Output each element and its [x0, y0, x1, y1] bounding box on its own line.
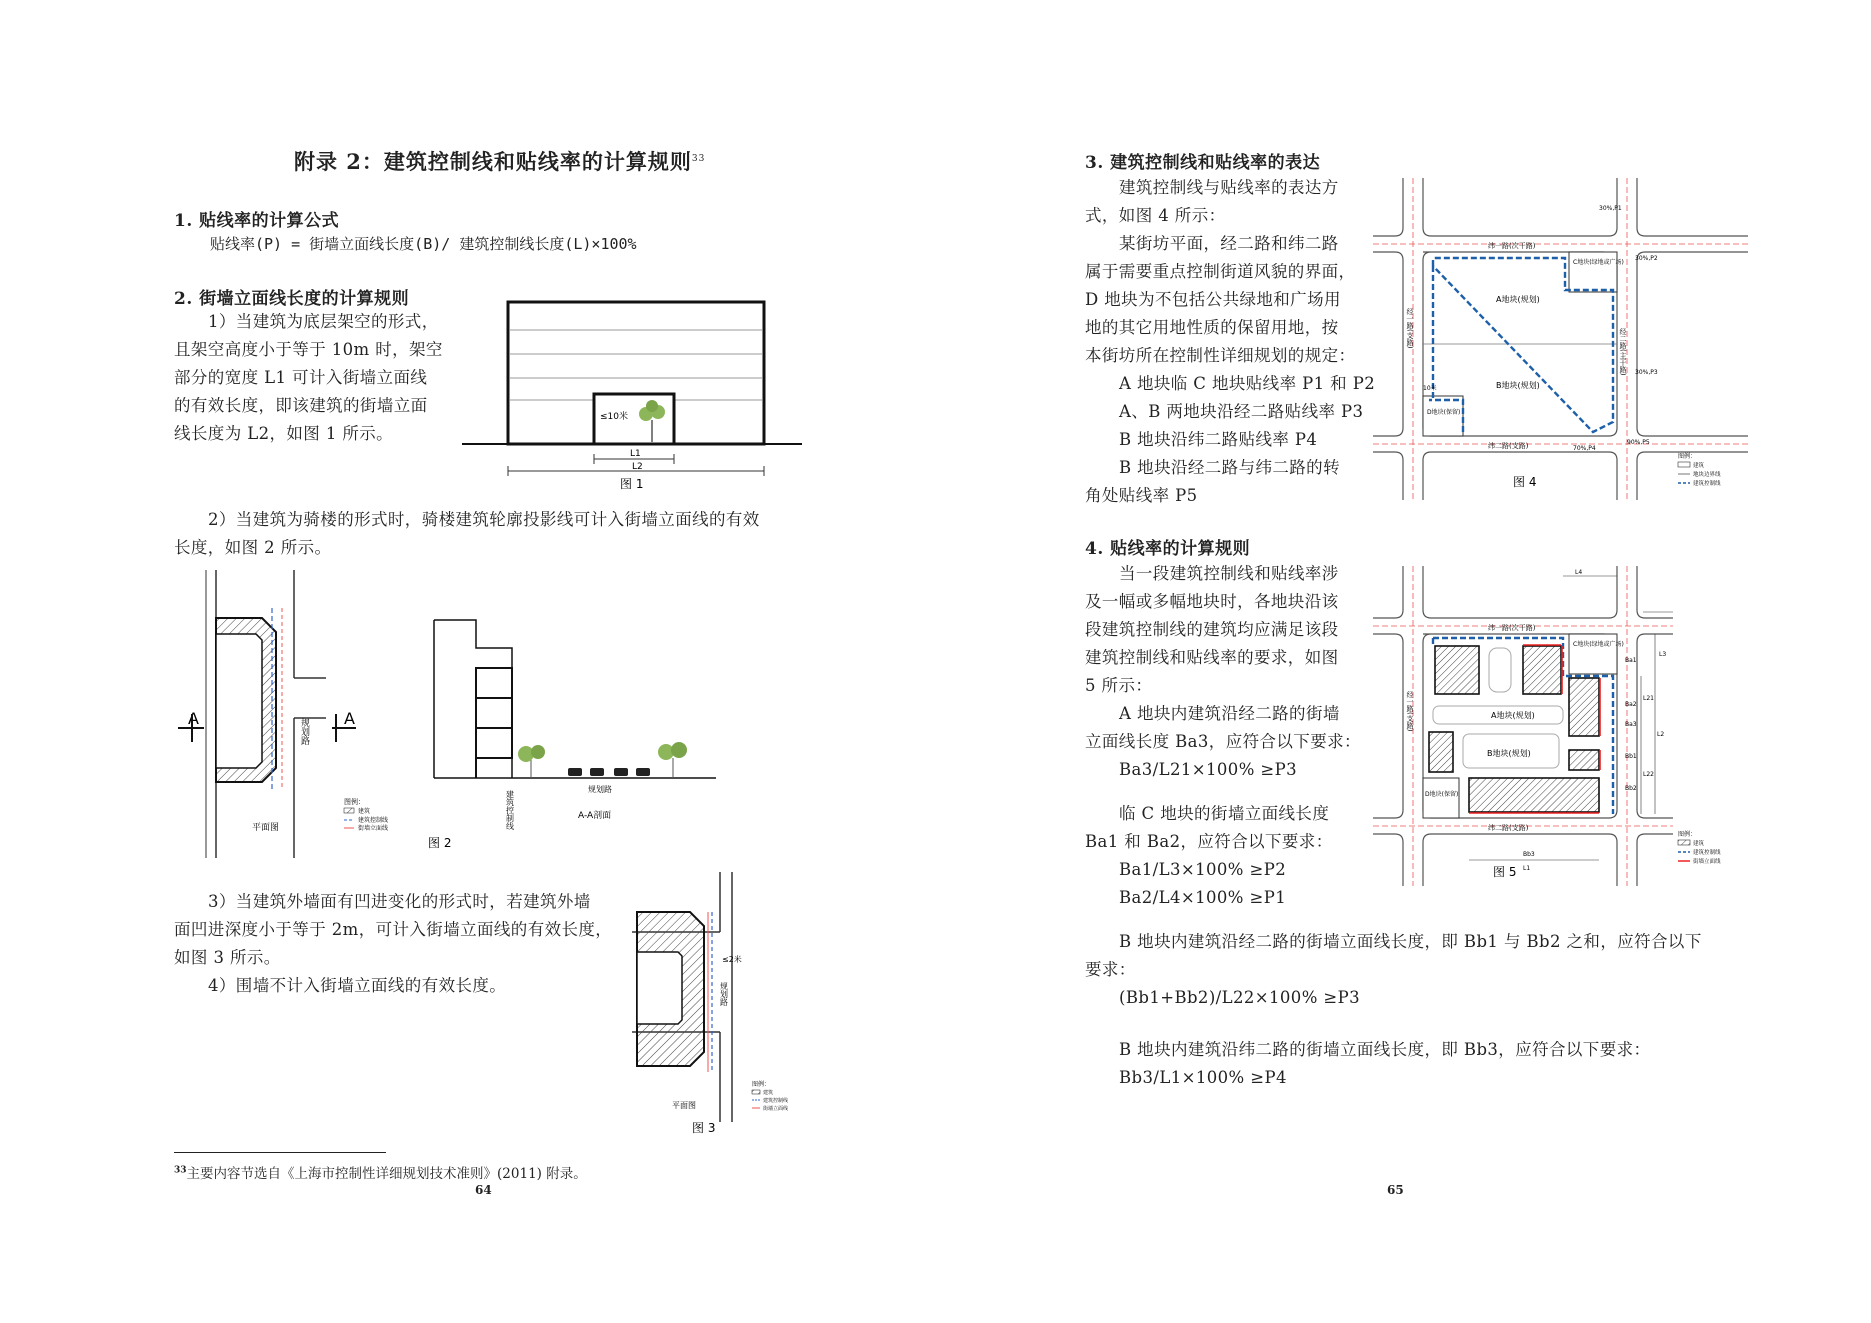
dim-label: Bb3	[1523, 851, 1535, 858]
legend-item: 街墙立面线	[358, 825, 389, 832]
text-line: 5 所示：	[1085, 676, 1153, 695]
street-label: 规划路	[719, 982, 729, 1006]
text-line: 3）当建筑外墙面有凹进变化的形式时，若建筑外墙	[208, 892, 591, 911]
rate-label: 30%,P3	[1635, 369, 1658, 376]
legend-item: 建筑控制线	[763, 1098, 789, 1104]
section-label: A-A剖面	[578, 811, 612, 821]
text-line: 部分的宽度 L1 可计入街墙立面线	[174, 368, 428, 387]
dim-l2: L2	[632, 462, 643, 472]
figure-2-caption: 图 2	[428, 836, 452, 850]
formula-line: Bb3/L1×100% ≥P4	[1119, 1068, 1287, 1087]
road-label: 经一路(支路)	[1406, 308, 1414, 349]
section-2-heading: 2. 街墙立面线长度的计算规则	[174, 289, 410, 309]
text-line: 面凹进深度小于等于 2m，可计入街墙立面线的有效长度，	[174, 920, 613, 939]
text-line: Ba1 和 Ba2，应符合以下要求：	[1085, 832, 1333, 851]
text-line: 临 C 地块的街墙立面线长度	[1119, 804, 1330, 823]
right-page	[935, 0, 1871, 1323]
rate-label: 70%,P4	[1573, 445, 1596, 452]
block-c-label: C地块(绿地或广场)	[1573, 259, 1624, 266]
figure-4-caption: 图 4	[1513, 475, 1537, 489]
text-line: 线长度为 L2，如图 1 所示。	[174, 424, 394, 443]
text-line: B 地块内建筑沿纬二路的街墙立面线长度，即 Bb3，应符合以下要求：	[1119, 1040, 1651, 1059]
text-line: 当一段建筑控制线和贴线率涉	[1119, 564, 1339, 583]
section-mark-a-right: A	[344, 709, 355, 728]
text-line: D 地块为不包括公共绿地和广场用	[1085, 290, 1341, 309]
fig4-roads	[1373, 178, 1748, 500]
block-d	[1423, 778, 1459, 818]
legend-title: 图例：	[1678, 453, 1697, 460]
footnote	[174, 1162, 587, 1182]
appendix-title: 附录 2：建筑控制线和贴线率的计算规则$^{33}$	[294, 149, 706, 174]
text-line: 的有效长度，即该建筑的街墙立面	[174, 396, 428, 415]
dim-label: L1	[1523, 865, 1531, 872]
legend-title: 图例：	[752, 1081, 771, 1088]
text-line: 属于需要重点控制街道风貌的界面，	[1085, 262, 1356, 281]
section-1-heading: 1. 贴线率的计算公式	[174, 211, 340, 231]
dim-label: L22	[1643, 771, 1654, 778]
dim-label: L2	[1657, 731, 1665, 738]
page-number-left: 64	[475, 1183, 492, 1197]
legend-item: 建筑控制线	[358, 817, 389, 824]
fit-rate-formula: 贴线率(P) = 街墙立面线长度(B)/ 建筑控制线长度(L)×100%	[210, 235, 637, 253]
dim-label: L3	[1659, 651, 1667, 658]
footnote-divider	[174, 1152, 386, 1153]
rule-3-paragraph	[174, 888, 612, 1000]
legend-item: 建筑	[1693, 463, 1705, 469]
road-label: 纬一路(次干路)	[1488, 242, 1536, 250]
figure-3-caption: 图 3	[692, 1121, 716, 1135]
dim-l1: L1	[630, 449, 641, 459]
text-line: 如图 3 所示。	[174, 948, 281, 967]
figure-1-elevation	[462, 292, 802, 492]
section-3-text	[1085, 174, 1375, 510]
footnote-ref: 33	[691, 154, 706, 164]
depth-label: ≤2米	[722, 955, 742, 964]
block-a-label: A地块(规划)	[1491, 711, 1535, 720]
dim-label: Bb1	[1625, 753, 1637, 760]
legend-item: 地块边界线	[1693, 472, 1721, 478]
legend-title: 图例：	[344, 798, 365, 806]
car-icons	[568, 768, 650, 776]
rule-1-paragraph	[174, 308, 443, 448]
legend-item: 建筑	[358, 808, 371, 815]
fig2-section-view	[434, 620, 716, 778]
block-d-label: D地块(保留)	[1425, 791, 1459, 798]
road-label: 纬二路(支路)	[1488, 824, 1529, 832]
text-line: 立面线长度 Ba3，应符合以下要求：	[1085, 732, 1361, 751]
text-line: 段建筑控制线的建筑均应满足该段	[1085, 620, 1339, 639]
figure-4-block-plan	[1373, 178, 1748, 500]
footnote-text: 主要内容节选自《上海市控制性详细规划技术准则》(2011) 附录。	[186, 1166, 587, 1182]
section-3-heading: 3. 建筑控制线和贴线率的表达	[1085, 153, 1321, 173]
block-a-label: A地块(规划)	[1496, 295, 1540, 304]
text-line: B 地块沿纬二路贴线率 P4	[1119, 430, 1318, 449]
legend-item: 建筑	[763, 1090, 774, 1096]
block-d	[1423, 396, 1463, 436]
text-line: 某街坊平面，经二路和纬二路	[1119, 234, 1339, 253]
footnote-mark: 33	[174, 1165, 187, 1176]
text-line: 建筑控制线与贴线率的表达方	[1119, 178, 1339, 197]
formula-line: Ba1/L3×100% ≥P2	[1119, 860, 1287, 879]
page-number-right: 65	[1387, 1183, 1404, 1197]
tree-icon	[518, 745, 545, 778]
road-label: 纬二路(支路)	[1488, 442, 1529, 450]
text-line: 长度，如图 2 所示。	[174, 538, 332, 557]
figure-2-arcade	[176, 568, 716, 858]
formula-line: Ba2/L4×100% ≥P1	[1119, 888, 1287, 907]
control-line-label: 建筑控制线	[505, 790, 515, 830]
text-line: A 地块内建筑沿经二路的街墙	[1119, 704, 1340, 723]
section-mark-a-left: A	[188, 709, 199, 728]
road-label: 经一路(支路)	[1406, 691, 1414, 732]
dim-label: Bb2	[1625, 785, 1637, 792]
block-c-label: C地块(绿地或广场)	[1573, 641, 1624, 648]
block-b-label: B地块(规划)	[1496, 381, 1540, 390]
text-line: 角处贴线率 P5	[1085, 486, 1198, 505]
rate-label: 30%,P2	[1635, 255, 1658, 262]
plan-label: 平面图	[252, 823, 280, 833]
block-c	[1569, 634, 1617, 674]
figure-5-caption: 图 5	[1493, 865, 1517, 879]
figure-3-recess	[632, 872, 802, 1137]
left-page	[0, 0, 935, 1323]
text-line: 建筑控制线和贴线率的要求，如图	[1085, 648, 1339, 667]
fig2-plan-view	[206, 570, 326, 858]
dim-label: Ba3	[1625, 721, 1637, 728]
block-d-label: D地块(保留)	[1427, 409, 1461, 416]
height-label: ≤10米	[600, 412, 628, 422]
rule-4-paragraph: 4）围墙不计入街墙立面线的有效长度。	[208, 976, 507, 995]
formula-line: Ba3/L21×100% ≥P3	[1119, 760, 1298, 779]
legend-title: 图例：	[1678, 831, 1697, 838]
text-line: A、B 两地块沿经二路贴线率 P3	[1119, 402, 1364, 421]
block-c	[1569, 252, 1617, 292]
text-line: 2）当建筑为骑楼的形式时，骑楼建筑轮廓投影线可计入街墙立面线的有效	[208, 510, 760, 529]
legend-item: 建筑	[1693, 841, 1705, 847]
figure-1-caption: 图 1	[620, 477, 644, 491]
dim-label: L4	[1575, 569, 1583, 576]
floor-lines	[510, 330, 762, 400]
width-label: 10米	[1423, 385, 1437, 392]
legend-item: 街墙立面线	[1693, 859, 1721, 865]
legend-item: 建筑控制线	[1693, 481, 1721, 487]
text-line: 式，如图 4 所示：	[1085, 206, 1226, 225]
text-line: 本街坊所在控制性详细规划的规定：	[1085, 346, 1356, 365]
road-label: 纬一路(次干路)	[1488, 624, 1536, 632]
rate-label: 90%,P5	[1627, 439, 1650, 446]
text-line: 要求：	[1085, 960, 1136, 979]
road-label: 规划路	[588, 785, 612, 794]
plan-label: 平面图	[672, 1101, 696, 1110]
rate-label: 30%,P1	[1599, 205, 1622, 212]
dim-label: L21	[1643, 695, 1654, 702]
road-label: 经二路(主干路)	[1619, 328, 1627, 376]
text-line: 及一幅或多幅地块时，各地块沿该	[1085, 592, 1339, 611]
text-line: B 地块内建筑沿经二路的街墙立面线长度，即 Bb1 与 Bb2 之和，应符合以下	[1119, 932, 1702, 951]
street-label: 规划路	[299, 718, 309, 745]
text-line: 地的其它用地性质的保留用地，按	[1085, 318, 1339, 337]
legend-item: 建筑控制线	[1693, 850, 1721, 856]
text-line: A 地块临 C 地块贴线率 P1 和 P2	[1119, 374, 1376, 393]
block-b-label: B地块(规划)	[1487, 749, 1531, 758]
dim-label: Ba1	[1625, 657, 1637, 664]
rule-2-paragraph	[174, 506, 760, 562]
legend-item: 街墙立面线	[763, 1106, 789, 1112]
formula-line: (Bb1+Bb2)/L22×100% ≥P3	[1119, 988, 1361, 1007]
text-line: 且架空高度小于等于 10m 时，架空	[174, 340, 443, 359]
text-line: 1）当建筑为底层架空的形式，	[208, 312, 439, 331]
section-4-heading: 4. 贴线率的计算规则	[1085, 539, 1251, 559]
dim-label: Ba2	[1625, 701, 1637, 708]
text-line: B 地块沿经二路与纬二路的转	[1119, 458, 1340, 477]
figure-5-block-plan	[1373, 566, 1748, 886]
tree-icon	[658, 742, 687, 778]
